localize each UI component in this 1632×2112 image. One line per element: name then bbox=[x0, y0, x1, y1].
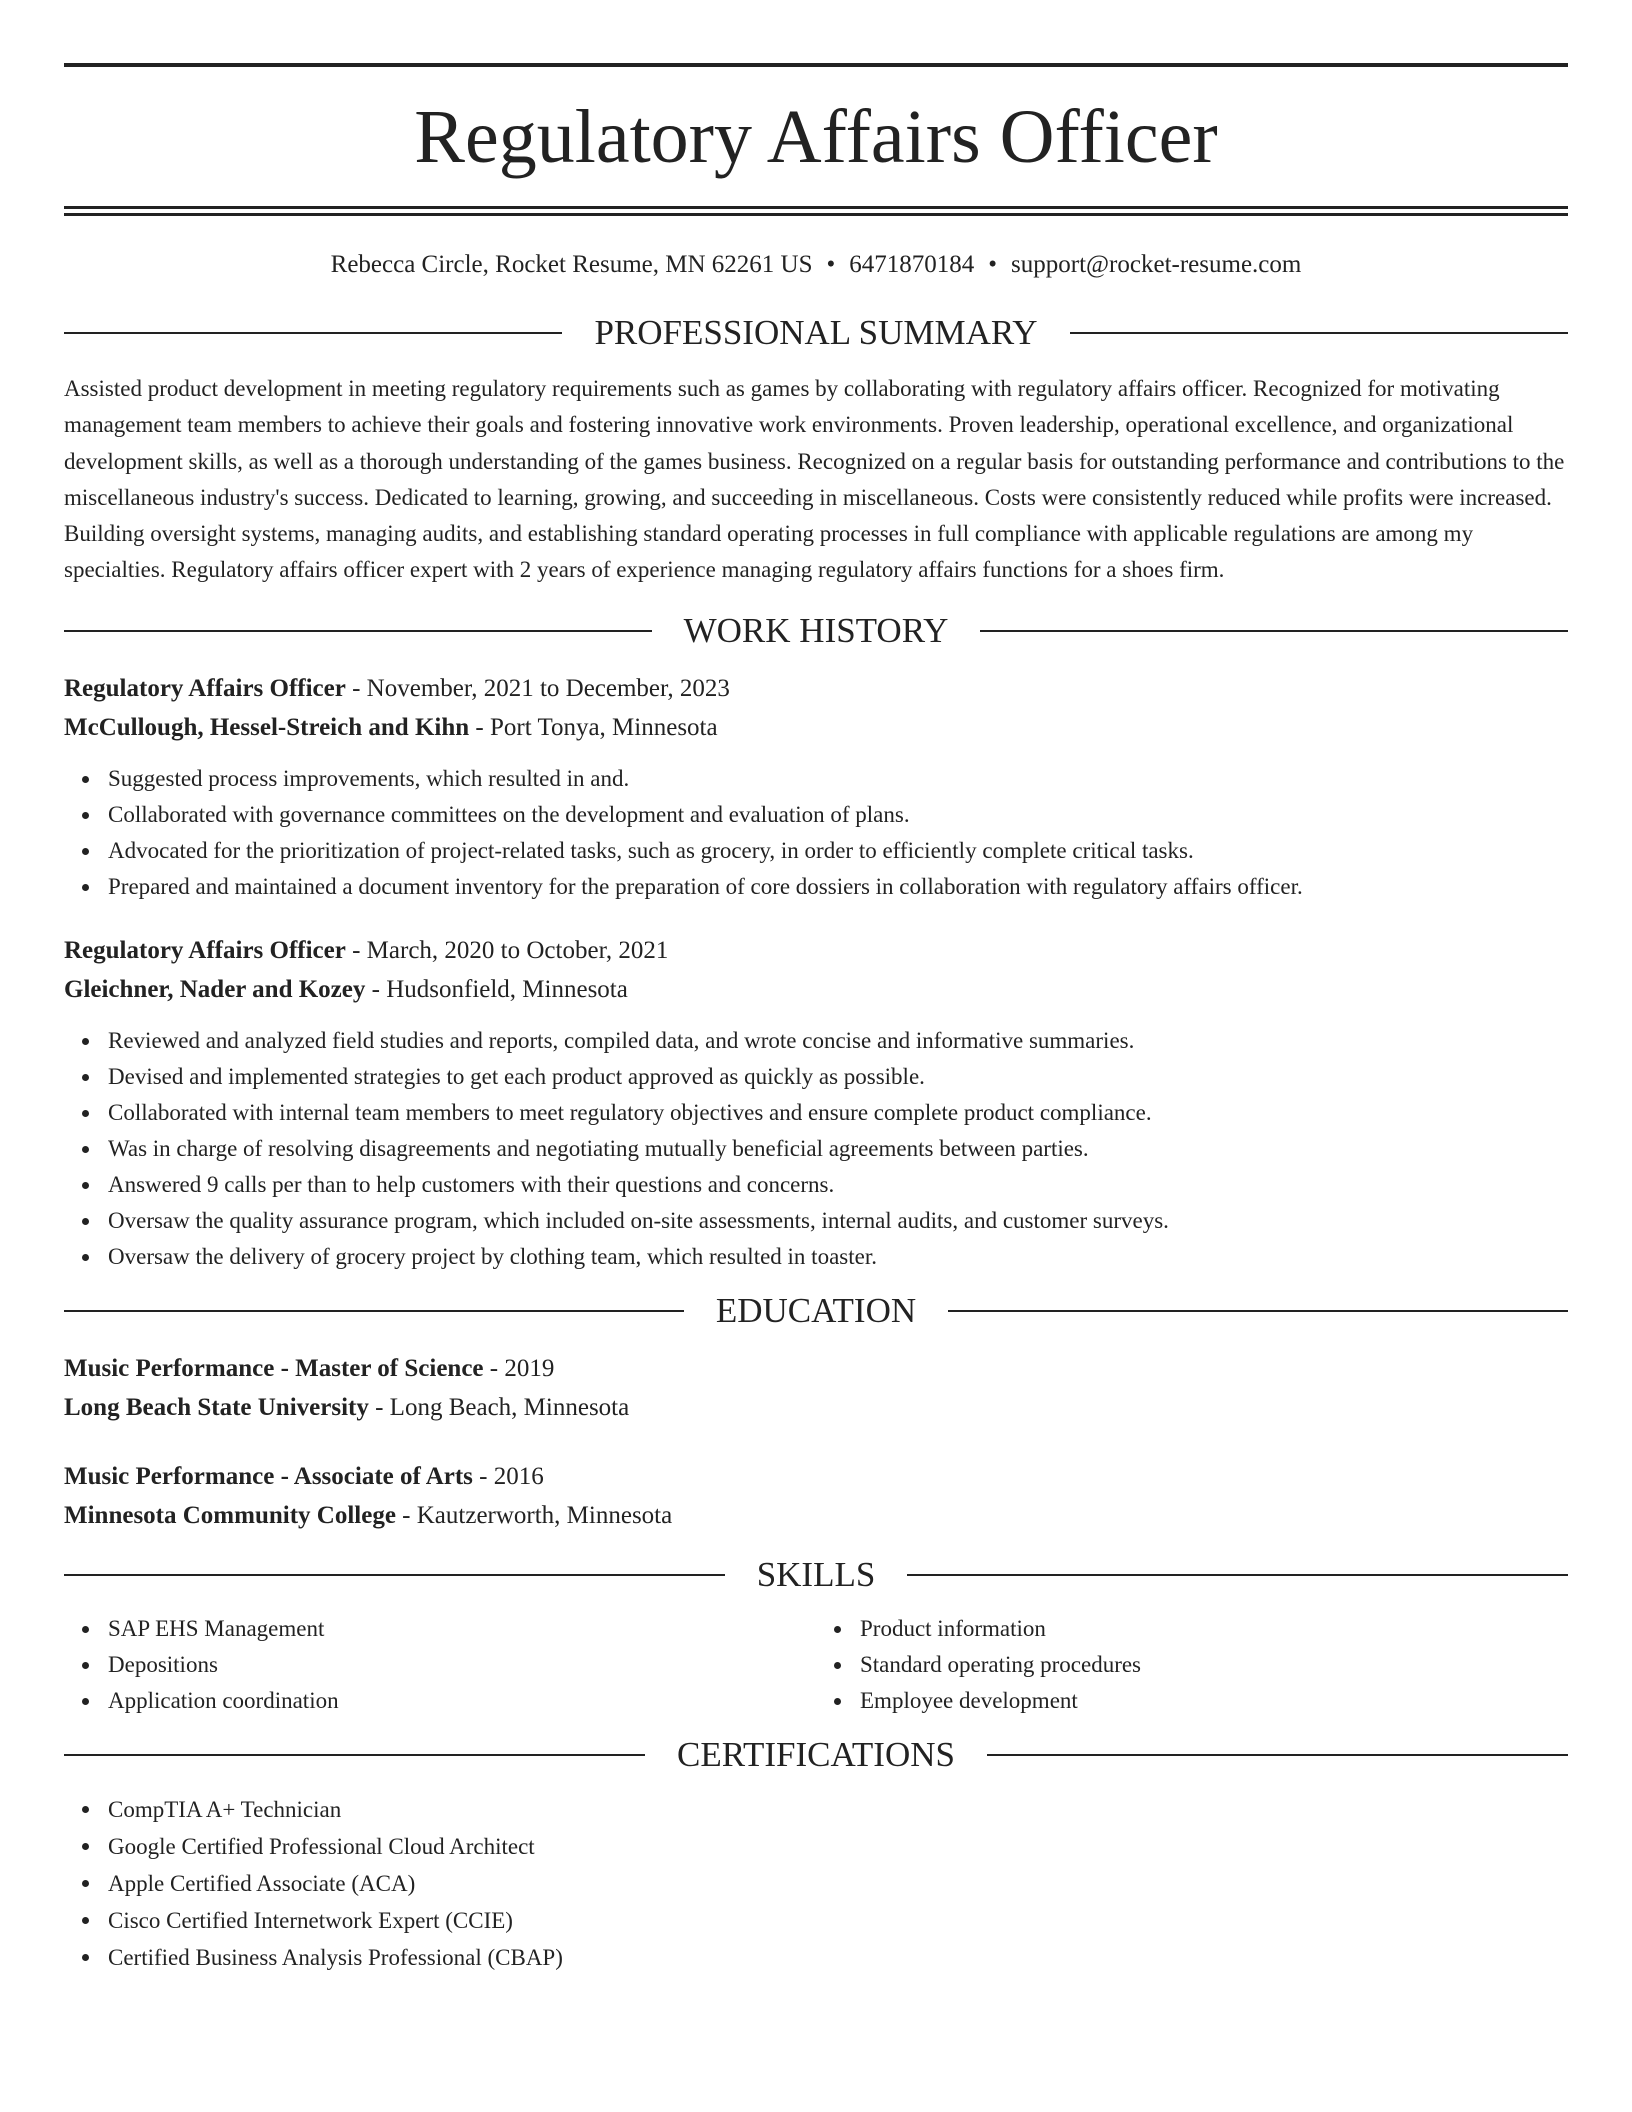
section-title: CERTIFICATIONS bbox=[677, 1734, 955, 1774]
list-item: Certified Business Analysis Professional (CBAP) bbox=[108, 1939, 1568, 1976]
job-title-line bbox=[64, 931, 1568, 970]
section-rule bbox=[980, 630, 1568, 632]
list-item: Answered 9 calls per than to help customers with their questions and concerns. bbox=[108, 1167, 1568, 1203]
list-item: Devised and implemented strategies to get each product approved as quickly as possible. bbox=[108, 1059, 1568, 1095]
contact-address: Rebecca Circle, Rocket Resume, MN 62261 US bbox=[330, 251, 813, 278]
job-company-line bbox=[64, 970, 1568, 1009]
top-rule bbox=[64, 63, 1568, 67]
skills-grid bbox=[64, 1611, 1568, 1719]
job-location: - Hudsonfield, Minnesota bbox=[365, 975, 628, 1003]
job-entry bbox=[64, 669, 1568, 905]
education-school: Long Beach State University bbox=[64, 1393, 369, 1421]
contact-phone: 6471870184 bbox=[849, 251, 975, 278]
title-double-rule bbox=[64, 206, 1568, 216]
list-item: Employee development bbox=[860, 1683, 1568, 1719]
section-rule bbox=[987, 1754, 1568, 1756]
list-item: Oversaw the delivery of grocery project by clothing team, which resulted in toaster. bbox=[108, 1239, 1568, 1275]
education-location: - Long Beach, Minnesota bbox=[368, 1393, 630, 1421]
job-dates: - March, 2020 to October, 2021 bbox=[345, 936, 669, 964]
job-company: Gleichner, Nader and Kozey bbox=[64, 975, 366, 1003]
certifications-bullets bbox=[64, 1791, 1568, 1976]
education-degree: Music Performance - Master of Science bbox=[64, 1354, 484, 1382]
skills-column-right bbox=[816, 1611, 1568, 1719]
education-location: - Kautzerworth, Minnesota bbox=[395, 1501, 673, 1529]
education-year: - 2016 bbox=[472, 1462, 544, 1490]
job-location: - Port Tonya, Minnesota bbox=[469, 713, 718, 741]
list-item: Prepared and maintained a document inventory for the preparation of core dossiers in collaboration with regulatory affairs officer. bbox=[108, 869, 1568, 905]
job-company: McCullough, Hessel-Streich and Kihn bbox=[64, 713, 470, 741]
education-degree-line bbox=[64, 1457, 1568, 1496]
education-entry bbox=[64, 1349, 1568, 1427]
contact-line bbox=[64, 250, 1568, 280]
list-item: Advocated for the prioritization of project-related tasks, such as grocery, in order to efficiently complete critical tasks. bbox=[108, 833, 1568, 869]
section-rule bbox=[948, 1310, 1568, 1312]
section-header-work-history bbox=[64, 611, 1568, 651]
section-title: WORK HISTORY bbox=[683, 610, 949, 650]
list-item: Suggested process improvements, which resulted in and. bbox=[108, 761, 1568, 797]
section-title: EDUCATION bbox=[715, 1290, 917, 1330]
list-item: Was in charge of resolving disagreements and negotiating mutually beneficial agreements between parties. bbox=[108, 1131, 1568, 1167]
list-item: Standard operating procedures bbox=[860, 1647, 1568, 1683]
section-rule bbox=[64, 630, 652, 632]
job-dates: - November, 2021 to December, 2023 bbox=[345, 674, 730, 702]
list-item: Product information bbox=[860, 1611, 1568, 1647]
section-rule bbox=[64, 332, 562, 334]
education-degree-line bbox=[64, 1349, 1568, 1388]
list-item: Application coordination bbox=[108, 1683, 816, 1719]
education-entry bbox=[64, 1457, 1568, 1535]
list-item: Google Certified Professional Cloud Architect bbox=[108, 1828, 1568, 1865]
section-header-education bbox=[64, 1291, 1568, 1331]
section-header-certifications bbox=[64, 1735, 1568, 1775]
job-bullets bbox=[64, 1023, 1568, 1275]
list-item: CompTIA A+ Technician bbox=[108, 1791, 1568, 1828]
resume-page bbox=[64, 0, 1568, 1976]
contact-email: support@rocket-resume.com bbox=[1011, 251, 1302, 278]
list-item: Collaborated with governance committees on the development and evaluation of plans. bbox=[108, 797, 1568, 833]
section-header-skills bbox=[64, 1555, 1568, 1595]
section-rule bbox=[64, 1310, 684, 1312]
job-entry bbox=[64, 931, 1568, 1275]
education-year: - 2019 bbox=[483, 1354, 555, 1382]
list-item: Collaborated with internal team members to meet regulatory objectives and ensure complete product compliance. bbox=[108, 1095, 1568, 1131]
list-item: Apple Certified Associate (ACA) bbox=[108, 1865, 1568, 1902]
education-school-line bbox=[64, 1496, 1568, 1535]
contact-separator: • bbox=[988, 251, 998, 278]
job-title: Regulatory Affairs Officer bbox=[64, 674, 346, 702]
section-header-summary bbox=[64, 313, 1568, 353]
section-rule bbox=[1070, 332, 1568, 334]
education-school: Minnesota Community College bbox=[64, 1501, 396, 1529]
job-title: Regulatory Affairs Officer bbox=[64, 936, 346, 964]
list-item: Reviewed and analyzed field studies and reports, compiled data, and wrote concise and informative summaries. bbox=[108, 1023, 1568, 1059]
section-title: SKILLS bbox=[756, 1554, 876, 1594]
list-item: Cisco Certified Internetwork Expert (CCIE) bbox=[108, 1902, 1568, 1939]
list-item: Oversaw the quality assurance program, which included on-site assessments, internal audits, and customer surveys. bbox=[108, 1203, 1568, 1239]
contact-separator: • bbox=[826, 251, 836, 278]
resume-title: Regulatory Affairs Officer bbox=[414, 95, 1218, 179]
section-rule bbox=[907, 1574, 1568, 1576]
skills-column-left bbox=[64, 1611, 816, 1719]
job-company-line bbox=[64, 708, 1568, 747]
section-title: PROFESSIONAL SUMMARY bbox=[594, 313, 1038, 352]
section-rule bbox=[64, 1574, 725, 1576]
section-rule bbox=[64, 1754, 645, 1756]
education-school-line bbox=[64, 1388, 1568, 1427]
list-item: SAP EHS Management bbox=[108, 1611, 816, 1647]
job-bullets bbox=[64, 761, 1568, 905]
summary-text: Assisted product development in meeting regulatory requirements such as games by collaborating with regulatory affairs officer. Recognized for motivating management team members to achieve their goals and fostering innovative work environments. Proven leadership, operational excellence, and organizational development skills, as well as a thorough understanding of the games business. Recognized on a regular basis for outstanding performance and contributions to the miscellaneous industry's success. Dedicated to learning, growing, and succeeding in miscellaneous. Costs were consistently reduced while profits were increased. Building oversight systems, managing audits, and establishing standard operating processes in full compliance with applicable regulations are among my specialties. Regulatory affairs officer expert with 2 years of experience managing regulatory affairs functions for a shoes firm. bbox=[64, 376, 1565, 583]
job-title-line bbox=[64, 669, 1568, 708]
list-item: Depositions bbox=[108, 1647, 816, 1683]
certifications-list bbox=[64, 1791, 1568, 1976]
education-degree: Music Performance - Associate of Arts bbox=[64, 1462, 473, 1490]
